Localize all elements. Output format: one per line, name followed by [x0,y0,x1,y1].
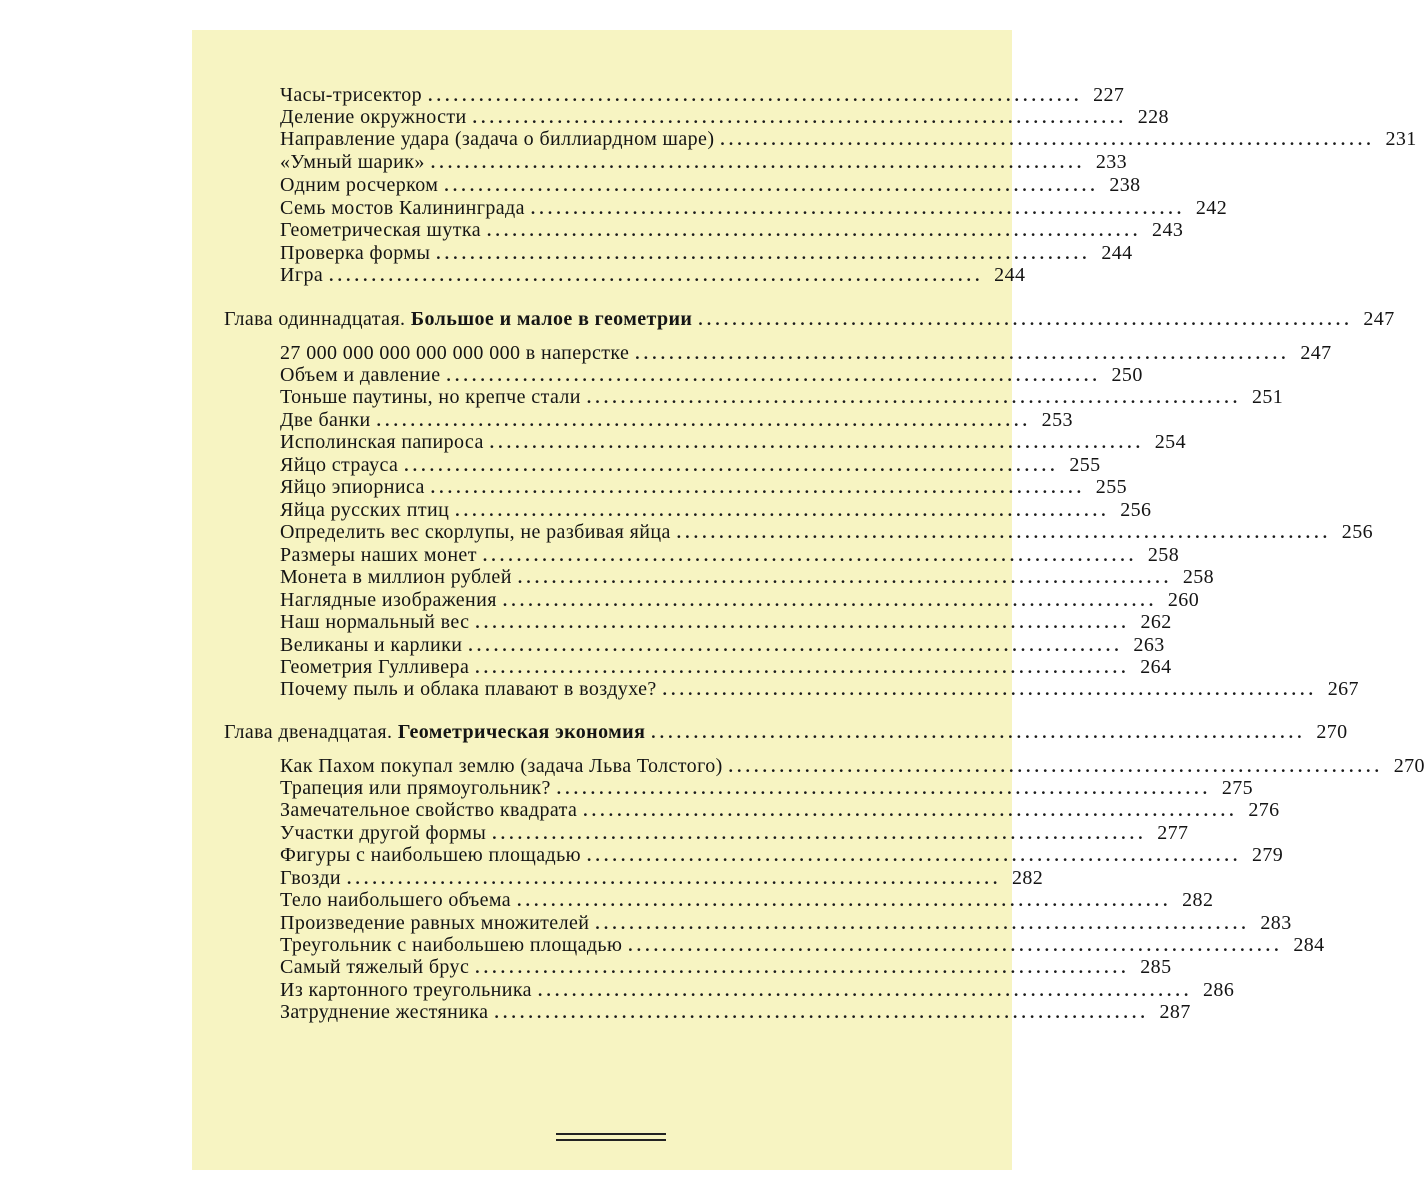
toc-entry-page: 286 [1203,979,1235,1001]
toc-entry-page: 267 [1327,678,1359,700]
toc-entry-page: 243 [1152,219,1184,241]
toc-entry-title: Наш нормальный вес [280,611,470,633]
toc-entry [280,409,1073,431]
toc-entry [280,128,1417,150]
toc-entry-page: 255 [1069,454,1101,476]
toc-entry-title: Семь мостов Калининграда [280,197,525,219]
toc-entry-page: 231 [1385,128,1417,150]
toc-entry [280,589,1200,611]
chapter-name: Большое и малое в геометрии [410,308,693,330]
toc-entry-page: 263 [1133,634,1165,656]
toc-entry-page: 255 [1095,476,1127,498]
toc-entry [280,386,1284,408]
toc-entry [280,1001,1191,1023]
toc-entry-page: 227 [1093,84,1125,106]
toc-entry-page: 279 [1251,844,1284,866]
dot-leader: . . . . . . . . . . . . . . . . . . . . . . . . . . . . . . . . . . . . . . . . . . . . . . . . . . . . . . . . . . . . . . . . . . . . . . . . . . . . . [586,388,1238,407]
dot-leader: . . . . . . . . . . . . . . . . . . . . . . . . . . . . . . . . . . . . . . . . . . . . . . . . . . . . . . . . . . . . . . . . . . . . . . . . . . . . . [482,546,1134,565]
toc-entry-title: Наглядные изображения [280,589,497,611]
toc-entry-page: 256 [1120,499,1152,521]
chapter-heading [224,721,1348,743]
toc-entry [280,678,1359,700]
toc-entry [280,777,1254,799]
toc-entry [280,476,1127,498]
toc-entry-page: 284 [1293,934,1325,956]
dot-leader: . . . . . . . . . . . . . . . . . . . . . . . . . . . . . . . . . . . . . . . . . . . . . . . . . . . . . . . . . . . . . . . . . . . . . . . . . . . . . [475,958,1126,977]
dot-leader: . . . . . . . . . . . . . . . . . . . . . . . . . . . . . . . . . . . . . . . . . . . . . . . . . . . . . . . . . . . . . . . . . . . . . . . . . . . . . [651,723,1302,742]
toc-entry [280,84,1125,106]
toc-entry-page: 244 [1101,242,1133,264]
toc-entry [280,822,1189,844]
toc-entry-page: 254 [1154,431,1186,453]
toc-entry [280,151,1128,173]
toc-entry-title: Исполинская папироса [280,431,484,453]
toc-entry-title: Тоньше паутины, но крепче стали [280,386,581,408]
dot-leader: . . . . . . . . . . . . . . . . . . . . . . . . . . . . . . . . . . . . . . . . . . . . . . . . . . . . . . . . . . . . . . . . . . . . . . . . . . . . . [489,433,1140,452]
toc-entry [280,979,1235,1001]
toc-entry-title: 27 000 000 000 000 000 000 в наперстке [280,342,630,364]
toc-entry-title: Произведение равных множителей [280,912,590,934]
dot-leader: . . . . . . . . . . . . . . . . . . . . . . . . . . . . . . . . . . . . . . . . . . . . . . . . . . . . . . . . . . . . . . . . . . . . . . . . . . . . . [376,411,1027,430]
toc-entry-title: Яйцо эпиорниса [280,476,425,498]
toc-entry [280,656,1172,678]
toc-entry-page: 277 [1157,822,1189,844]
book-page [192,30,1425,1170]
toc-entry [280,174,1141,196]
toc-entry-page: 233 [1095,151,1128,173]
toc-entry [280,889,1214,911]
toc-entry-title: Фигуры с наибольшею площадью [280,844,581,866]
toc-entry [280,219,1184,241]
toc-entry-title: Определить вес скорлупы, не разбивая яйца [280,521,671,543]
toc-entry-title: Самый тяжелый брус [280,956,470,978]
toc-entry-page: 262 [1140,611,1172,633]
dot-leader: . . . . . . . . . . . . . . . . . . . . . . . . . . . . . . . . . . . . . . . . . . . . . . . . . . . . . . . . . . . . . . . . . . . . . . . . . . . . . [586,846,1238,865]
dot-leader: . . . . . . . . . . . . . . . . . . . . . . . . . . . . . . . . . . . . . . . . . . . . . . . . . . . . . . . . . . . . . . . . . . . . . . . . . . . . . [436,244,1087,263]
dot-leader: . . . . . . . . . . . . . . . . . . . . . . . . . . . . . . . . . . . . . . . . . . . . . . . . . . . . . . . . . . . . . . . . . . . . . . . . . . . . . [676,523,1327,542]
toc-entry-title: Яйцо страуса [280,454,399,476]
toc-entry [280,912,1292,934]
toc-entry-page: 228 [1137,106,1169,128]
toc-entry-page: 264 [1140,656,1172,678]
dot-leader: . . . . . . . . . . . . . . . . . . . . . . . . . . . . . . . . . . . . . . . . . . . . . . . . . . . . . . . . . . . . . . . . . . . . . . . . . . . . . [475,658,1126,677]
toc-entry-title: Геометрическая шутка [280,219,481,241]
dot-leader: . . . . . . . . . . . . . . . . . . . . . . . . . . . . . . . . . . . . . . . . . . . . . . . . . . . . . . . . . . . . . . . . . . . . . . . . . . . . . [595,914,1246,933]
dot-leader: . . . . . . . . . . . . . . . . . . . . . . . . . . . . . . . . . . . . . . . . . . . . . . . . . . . . . . . . . . . . . . . . . . . . . . . . . . . . . [487,221,1138,240]
dot-leader: . . . . . . . . . . . . . . . . . . . . . . . . . . . . . . . . . . . . . . . . . . . . . . . . . . . . . . . . . . . . . . . . . . . . . . . . . . . . . [346,869,998,888]
toc-entry-title: Монета в миллион рублей [280,566,512,588]
toc-entry-title: Проверка формы [280,242,431,264]
dot-leader: . . . . . . . . . . . . . . . . . . . . . . . . . . . . . . . . . . . . . . . . . . . . . . . . . . . . . . . . . . . . . . . . . . . . . . . . . . . . . [502,591,1154,610]
toc-entry [280,499,1152,521]
dot-leader: . . . . . . . . . . . . . . . . . . . . . . . . . . . . . . . . . . . . . . . . . . . . . . . . . . . . . . . . . . . . . . . . . . . . . . . . . . . . . [329,266,980,285]
toc-entry [280,799,1280,821]
toc-entry-title: Геометрия Гулливера [280,656,470,678]
toc-entry-page: 283 [1260,912,1292,934]
toc-entry-title: Одним росчерком [280,174,439,196]
toc-entry [280,454,1101,476]
toc-entry [280,521,1373,543]
dot-leader: . . . . . . . . . . . . . . . . . . . . . . . . . . . . . . . . . . . . . . . . . . . . . . . . . . . . . . . . . . . . . . . . . . . . . . . . . . . . . [472,108,1123,127]
chapter-page: 270 [1316,721,1348,743]
toc-entry [280,611,1172,633]
dot-leader: . . . . . . . . . . . . . . . . . . . . . . . . . . . . . . . . . . . . . . . . . . . . . . . . . . . . . . . . . . . . . . . . . . . . . . . . . . . . . [404,456,1055,475]
toc-entry-page: 275 [1221,777,1254,799]
toc-entry-title: Направление удара (задача о биллиардном шаре) [280,128,715,150]
chapter-heading [224,308,1395,330]
toc-entry [280,634,1165,656]
chapter-page: 247 [1363,308,1395,330]
toc-entry-page: 244 [994,264,1026,286]
dot-leader: . . . . . . . . . . . . . . . . . . . . . . . . . . . . . . . . . . . . . . . . . . . . . . . . . . . . . . . . . . . . . . . . . . . . . . . . . . . . . [720,130,1371,149]
chapter-prefix: Глава одиннадцатая. [224,308,406,330]
toc-entry-page: 253 [1041,409,1073,431]
dot-leader: . . . . . . . . . . . . . . . . . . . . . . . . . . . . . . . . . . . . . . . . . . . . . . . . . . . . . . . . . . . . . . . . . . . . . . . . . . . . . [517,891,1168,910]
dot-leader: . . . . . . . . . . . . . . . . . . . . . . . . . . . . . . . . . . . . . . . . . . . . . . . . . . . . . . . . . . . . . . . . . . . . . . . . . . . . . [537,981,1189,1000]
toc-entry-page: 282 [1011,867,1044,889]
toc-entry-title: Как Пахом покупал землю (задача Льва Толстого) [280,755,723,777]
toc-entry [280,544,1180,566]
chapter-title [224,308,698,330]
toc-entry-page: 285 [1140,956,1172,978]
dot-leader: . . . . . . . . . . . . . . . . . . . . . . . . . . . . . . . . . . . . . . . . . . . . . . . . . . . . . . . . . . . . . . . . . . . . . . . . . . . . . [428,86,1079,105]
toc-entry-title: Деление окружности [280,106,467,128]
toc-entry [280,106,1169,128]
dot-leader: . . . . . . . . . . . . . . . . . . . . . . . . . . . . . . . . . . . . . . . . . . . . . . . . . . . . . . . . . . . . . . . . . . . . . . . . . . . . . [444,176,1095,195]
toc-entry [280,431,1186,453]
dot-leader: . . . . . . . . . . . . . . . . . . . . . . . . . . . . . . . . . . . . . . . . . . . . . . . . . . . . . . . . . . . . . . . . . . . . . . . . . . . . . [556,779,1208,798]
toc-entry-title: Размеры наших монет [280,544,477,566]
dot-leader: . . . . . . . . . . . . . . . . . . . . . . . . . . . . . . . . . . . . . . . . . . . . . . . . . . . . . . . . . . . . . . . . . . . . . . . . . . . . . [492,824,1143,843]
toc-entry-page: 238 [1109,174,1141,196]
toc-entry-title: Участки другой формы [280,822,487,844]
toc-entry [280,342,1332,364]
toc-entry [280,264,1026,286]
toc-entry-title: «Умный шарик» [280,151,425,173]
toc-entry [280,956,1172,978]
dot-leader: . . . . . . . . . . . . . . . . . . . . . . . . . . . . . . . . . . . . . . . . . . . . . . . . . . . . . . . . . . . . . . . . . . . . . . . . . . . . . [430,478,1081,497]
toc-entry [280,934,1325,956]
dot-leader: . . . . . . . . . . . . . . . . . . . . . . . . . . . . . . . . . . . . . . . . . . . . . . . . . . . . . . . . . . . . . . . . . . . . . . . . . . . . . [628,936,1279,955]
toc-entry-title: Почему пыль и облака плавают в воздухе? [280,678,657,700]
toc-entry-title: Затруднение жестяника [280,1001,489,1023]
toc-entry-title: Из картонного треугольника [280,979,532,1001]
toc-entry-title: Яйца русских птиц [280,499,450,521]
toc-entry-title: Две банки [280,409,371,431]
dot-leader: . . . . . . . . . . . . . . . . . . . . . . . . . . . . . . . . . . . . . . . . . . . . . . . . . . . . . . . . . . . . . . . . . . . . . . . . . . . . . [698,310,1349,329]
dot-leader: . . . . . . . . . . . . . . . . . . . . . . . . . . . . . . . . . . . . . . . . . . . . . . . . . . . . . . . . . . . . . . . . . . . . . . . . . . . . . [468,636,1119,655]
toc-entry [280,867,1044,889]
dot-leader: . . . . . . . . . . . . . . . . . . . . . . . . . . . . . . . . . . . . . . . . . . . . . . . . . . . . . . . . . . . . . . . . . . . . . . . . . . . . . [475,613,1126,632]
toc-entry-page: 287 [1159,1001,1191,1023]
dot-leader: . . . . . . . . . . . . . . . . . . . . . . . . . . . . . . . . . . . . . . . . . . . . . . . . . . . . . . . . . . . . . . . . . . . . . . . . . . . . . [583,801,1234,820]
toc-entry [280,364,1143,386]
dot-leader: . . . . . . . . . . . . . . . . . . . . . . . . . . . . . . . . . . . . . . . . . . . . . . . . . . . . . . . . . . . . . . . . . . . . . . . . . . . . . [728,757,1379,776]
chapter-prefix: Глава двенадцатая. [224,721,393,743]
toc-entry [280,197,1228,219]
toc-entry-title: Игра [280,264,324,286]
dot-leader: . . . . . . . . . . . . . . . . . . . . . . . . . . . . . . . . . . . . . . . . . . . . . . . . . . . . . . . . . . . . . . . . . . . . . . . . . . . . . [530,199,1182,218]
toc-entry-page: 251 [1251,386,1284,408]
toc-entry-page: 260 [1167,589,1200,611]
dot-leader: . . . . . . . . . . . . . . . . . . . . . . . . . . . . . . . . . . . . . . . . . . . . . . . . . . . . . . . . . . . . . . . . . . . . . . . . . . . . . [517,568,1169,587]
toc-entry [280,242,1133,264]
chapter-name: Геометрическая экономия [397,721,646,743]
toc-entry-page: 242 [1195,197,1228,219]
toc-entry-page: 270 [1393,755,1425,777]
toc-entry-title: Гвозди [280,867,341,889]
toc-entry-title: Тело наибольшего объема [280,889,512,911]
toc-entry-title: Трапеция или прямоугольник? [280,777,551,799]
toc-entry [280,755,1425,777]
toc-entry-page: 256 [1341,521,1373,543]
toc-entry-title: Объем и давление [280,364,441,386]
toc-entry [280,566,1215,588]
dot-leader: . . . . . . . . . . . . . . . . . . . . . . . . . . . . . . . . . . . . . . . . . . . . . . . . . . . . . . . . . . . . . . . . . . . . . . . . . . . . . [635,344,1286,363]
dot-leader: . . . . . . . . . . . . . . . . . . . . . . . . . . . . . . . . . . . . . . . . . . . . . . . . . . . . . . . . . . . . . . . . . . . . . . . . . . . . . [430,153,1082,172]
toc-entry-page: 250 [1111,364,1143,386]
dot-leader: . . . . . . . . . . . . . . . . . . . . . . . . . . . . . . . . . . . . . . . . . . . . . . . . . . . . . . . . . . . . . . . . . . . . . . . . . . . . . [446,366,1097,385]
toc-entry-title: Треугольник с наибольшею площадью [280,934,623,956]
toc-entry-page: 247 [1300,342,1332,364]
toc-entry [280,844,1284,866]
chapter-title [224,721,651,743]
toc-entry-page: 282 [1182,889,1214,911]
end-rule [556,1133,666,1141]
dot-leader: . . . . . . . . . . . . . . . . . . . . . . . . . . . . . . . . . . . . . . . . . . . . . . . . . . . . . . . . . . . . . . . . . . . . . . . . . . . . . [494,1003,1145,1022]
toc-entry-page: 258 [1182,566,1215,588]
toc-entry-title: Великаны и карлики [280,634,463,656]
dot-leader: . . . . . . . . . . . . . . . . . . . . . . . . . . . . . . . . . . . . . . . . . . . . . . . . . . . . . . . . . . . . . . . . . . . . . . . . . . . . . [662,680,1313,699]
toc-entry-title: Часы-трисектор [280,84,423,106]
toc-entry-page: 276 [1248,799,1280,821]
toc-entry-page: 258 [1147,544,1180,566]
dot-leader: . . . . . . . . . . . . . . . . . . . . . . . . . . . . . . . . . . . . . . . . . . . . . . . . . . . . . . . . . . . . . . . . . . . . . . . . . . . . . [455,501,1106,520]
toc-entry-title: Замечательное свойство квадрата [280,799,578,821]
